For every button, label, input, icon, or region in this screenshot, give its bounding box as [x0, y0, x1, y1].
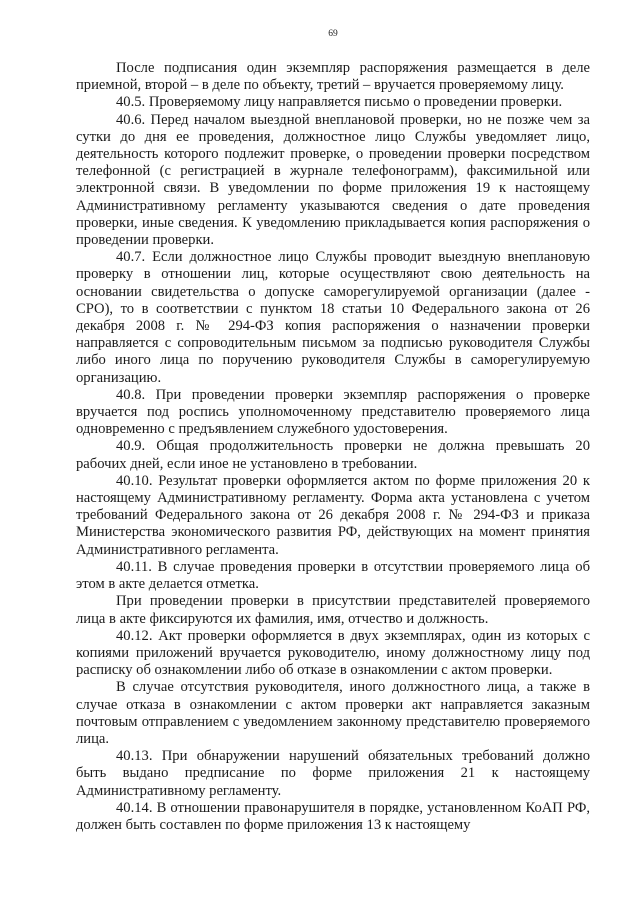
paragraph-representatives-present: При проведении проверки в присутствии представителей проверяемого лица в акте фиксируются их фамилия, имя, отчество и должность. [76, 593, 590, 627]
document-page [76, 28, 590, 834]
paragraph-40-12: 40.12. Акт проверки оформляется в двух экземплярах, один из которых с копиями приложений вручается руководителю, иному должностному лицу под расписку об ознакомлении либо об отказе в ознакомлении с актом проверки. [76, 627, 590, 679]
paragraph-manager-absent: В случае отсутствия руководителя, иного должностного лица, а также в случае отказа в ознакомлении с актом проверки акт направляется заказным почтовым отправлением с уведомлением законному представителю проверяемого лица. [76, 679, 590, 747]
paragraph-40-5: 40.5. Проверяемому лицу направляется письмо о проведении проверки. [116, 94, 563, 111]
paragraph-40-8: 40.8. При проведении проверки экземпляр распоряжения о проверке вручается под роспись уполномоченному представителю проверяемого лица одновременно с предъявлением служебного удостоверения. [76, 386, 590, 438]
paragraph-40-6: 40.6. Перед началом выездной внеплановой проверки, но не позже чем за сутки до дня ее проведения, должностное лицо Службы уведомляет лицо, деятельность которого подлежит проверке, о проведении проверки посредством телефонной (с регистрацией в журнале телефонограмм), факсимильной или электронной связи. В уведомлении по форме приложения 19 к настоящему Административному регламенту указываются сведения о дате проведения проверки, иные сведения. К уведомлению прикладывается копия распоряжения о проведении проверки. [76, 111, 590, 249]
paragraph-40-14: 40.14. В отношении правонарушителя в порядке, установленном КоАП РФ, должен быть составлен по форме приложения 13 к настоящему [76, 799, 590, 833]
page-number: 69 [328, 29, 338, 39]
paragraph-40-13: 40.13. При обнаружении нарушений обязательных требований должно быть выдано предписание по форме приложения 21 к настоящему Административному регламенту. [76, 748, 590, 799]
paragraph-40-9: 40.9. Общая продолжительность проверки не должна превышать 20 рабочих дней, если иное не установлено в требовании. [76, 438, 590, 472]
paragraph-40-7: 40.7. Если должностное лицо Службы проводит выездную внеплановую проверку в отношении лиц, которые осуществляют свою деятельность на основании свидетельства о допуске саморегулируемой организации (далее - СРО), то в соответствии с пунктом 18 статьи 10 Федерального закона от 26 декабря 2008 г. № 294-ФЗ копия распоряжения о назначении проверки направляется с сопроводительным письмом за подписью руководителя Службы либо иного лица по поручению руководителя Службы в саморегулируемую организацию. [76, 249, 590, 386]
paragraph-40-10: 40.10. Результат проверки оформляется актом по форме приложения 20 к настоящему Административному регламенту. Форма акта установлена с учетом требований Федерального закона от 26 декабря 2008 г. № 294-ФЗ и приказа Министерства экономического развития РФ, действующих на момент принятия Административного регламента. [76, 472, 590, 558]
paragraph-after-signing: После подписания один экземпляр распоряжения размещается в деле приемной, второй – в деле по объекту, третий – вручается проверяемому лицу. [76, 60, 590, 94]
paragraph-40-11: 40.11. В случае проведения проверки в отсутствии проверяемого лица об этом в акте делается отметка. [76, 558, 590, 593]
